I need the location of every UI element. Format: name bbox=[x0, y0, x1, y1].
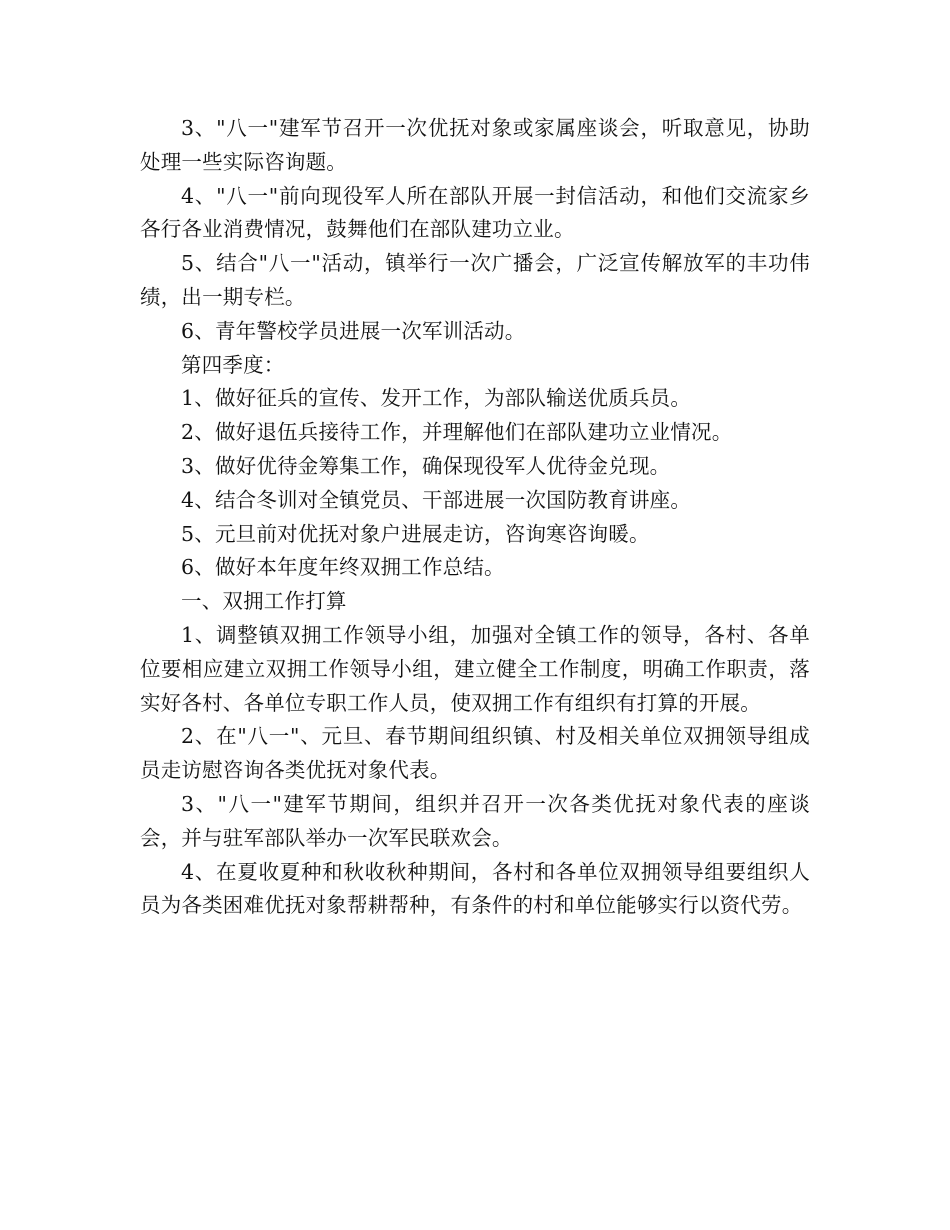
paragraph-q3-item-3: 3、"八一"建军节召开一次优抚对象或家属座谈会，听取意见，协助处理一些实际咨询题。 bbox=[140, 116, 810, 174]
paragraph-plan-item-3: 3、"八一"建军节期间，组织并召开一次各类优抚对象代表的座谈会，并与驻军部队举办一次军民联欢会。 bbox=[140, 791, 810, 850]
paragraph-plan-item-4: 4、在夏收夏种和秋收秋种期间，各村和各单位双拥领导组要组织人员为各类困难优抚对象帮耕帮种，有条件的村和单位能够实行以资代劳。 bbox=[140, 859, 810, 918]
paragraph-q4-item-5: 5、元旦前对优抚对象户进展走访，咨询寒咨询暖。 bbox=[181, 521, 650, 546]
paragraph-plan-item-2: 2、在"八一"、元旦、春节期间组织镇、村及相关单位双拥领导组成员走访慰咨询各类优抚对象代表。 bbox=[140, 724, 810, 783]
document-body bbox=[140, 112, 810, 923]
paragraph-q4-item-3: 3、做好优待金筹集工作，确保现役军人优待金兑现。 bbox=[181, 453, 671, 478]
paragraph-q4-item-2: 2、做好退伍兵接待工作，并理解他们在部队建功立业情况。 bbox=[181, 420, 733, 445]
section-heading-plan: 一、双拥工作打算 bbox=[181, 589, 347, 614]
paragraph-q4-item-1: 1、做好征兵的宣传、发开工作，为部队输送优质兵员。 bbox=[181, 386, 692, 411]
section-heading-q4: 第四季度： bbox=[181, 352, 285, 377]
paragraph-q4-item-6: 6、做好本年度年终双拥工作总结。 bbox=[181, 555, 505, 580]
paragraph-q3-item-5: 5、结合"八一"活动，镇举行一次广播会，广泛宣传解放军的丰功伟绩，出一期专栏。 bbox=[140, 251, 810, 309]
paragraph-q3-item-4: 4、"八一"前向现役军人所在部队开展一封信活动，和他们交流家乡各行各业消费情况，鼓舞他们在部队建功立业。 bbox=[140, 183, 810, 242]
paragraph-q4-item-4: 4、结合冬训对全镇党员、干部进展一次国防教育讲座。 bbox=[181, 487, 692, 512]
paragraph-plan-item-1: 1、调整镇双拥工作领导小组，加强对全镇工作的领导，各村、各单位要相应建立双拥工作领导小组，建立健全工作制度，明确工作职责，落实好各村、各单位专职工作人员，使双拥工作有组织有打算的开展。 bbox=[140, 622, 810, 715]
paragraph-q3-item-6: 6、青年警校学员进展一次军训活动。 bbox=[181, 318, 526, 343]
